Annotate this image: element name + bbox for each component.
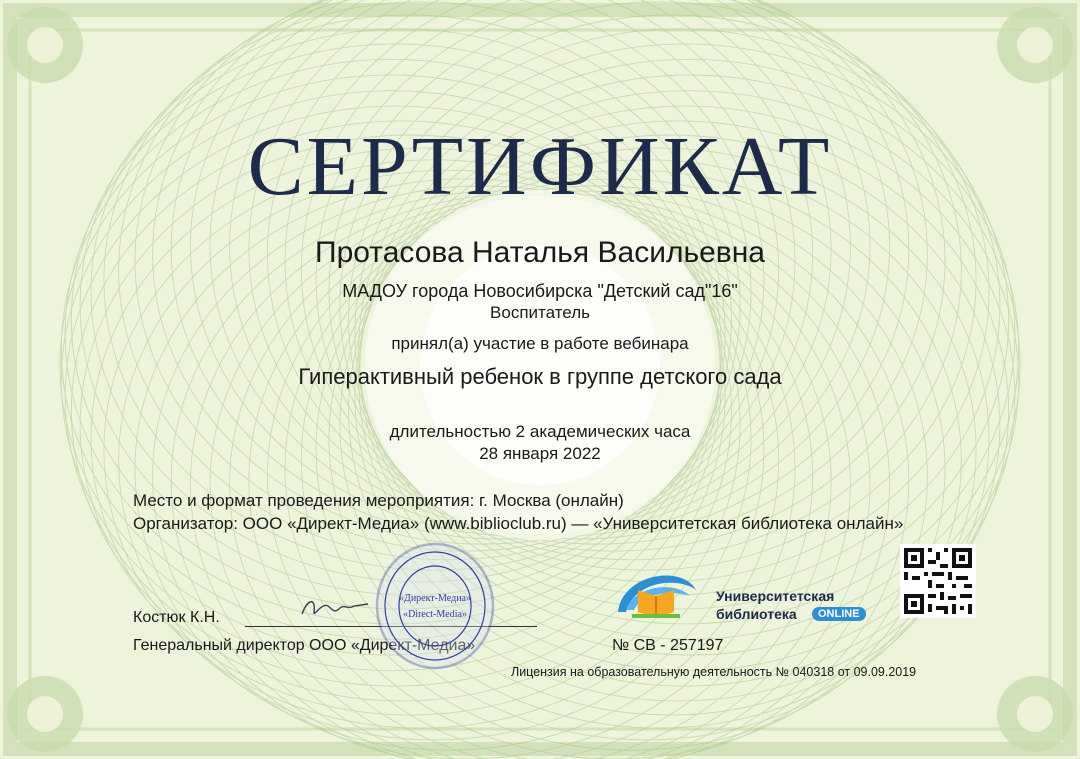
certificate-title: СЕРТИФИКАТ (247, 120, 833, 213)
signer-name: Костюк К.Н. (133, 609, 220, 626)
webinar-title: Гиперактивный ребенок в группе детского сада (298, 364, 782, 389)
stamp-line-2: «Direct-Media» (403, 609, 467, 620)
recipient-organization: МАДОУ города Новосибирска "Детский сад"16" (342, 281, 738, 301)
stamp-line-1: «Директ-Медиа» (399, 593, 471, 604)
company-stamp (374, 541, 496, 671)
license-text: Лицензия на образовательную деятельность № 040318 от 09.09.2019 (511, 665, 917, 679)
recipient-role: Воспитатель (490, 303, 590, 322)
event-date: 28 января 2022 (479, 444, 601, 463)
handwritten-signature (298, 592, 378, 622)
participation-text: принял(а) участие в работе вебинара (391, 334, 689, 353)
certificate-number: № СВ - 257197 (612, 637, 724, 654)
place-format: Место и формат проведения мероприятия: г. Москва (онлайн) (133, 491, 624, 510)
signer-position: Генеральный директор ООО «Директ-Медиа» (133, 637, 476, 654)
university-library-logo-icon (612, 560, 700, 622)
qr-code (900, 544, 976, 618)
recipient-name: Протасова Наталья Васильевна (315, 236, 765, 269)
logo-line-1: Университетская (716, 588, 835, 604)
organizer: Организатор: ООО «Директ-Медиа» (www.biblioclub.ru) — «Университетская библиотека онлайн» (133, 514, 904, 533)
duration: длительностью 2 академических часа (389, 422, 691, 441)
logo-online-badge: ONLINE (812, 607, 866, 621)
logo-line-2: библиотека (716, 606, 797, 622)
